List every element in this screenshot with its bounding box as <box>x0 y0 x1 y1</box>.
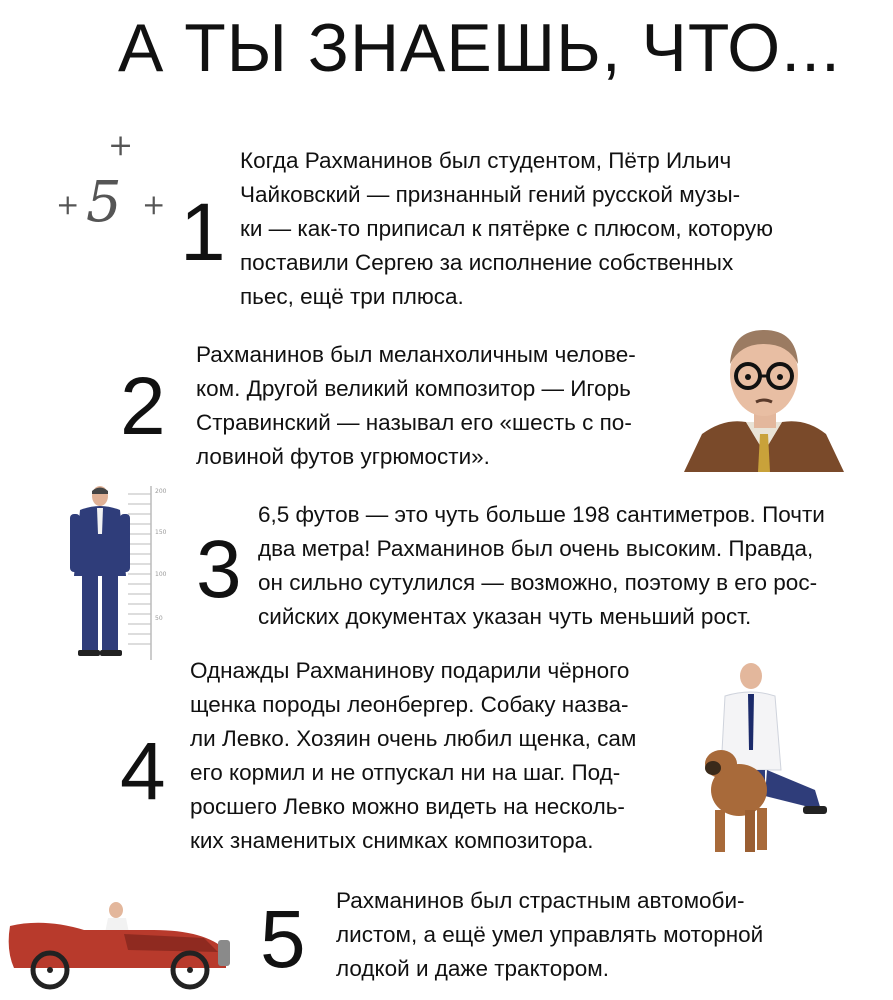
fact-text-5 <box>336 884 763 986</box>
fact-2-line: ловиной футов угрюмости». <box>196 444 490 469</box>
fact-1-line: Когда Рахманинов был студентом, Пётр Ильич <box>240 148 732 173</box>
fact-text-1 <box>240 144 773 314</box>
fact-4-line: его кормил и не отпускал ни на шаг. Под- <box>190 760 621 785</box>
fact-1-line: поставили Сергею за исполнение собственных <box>240 250 734 275</box>
fact-4-line: щенка породы леонбергер. Собаку назва- <box>190 692 629 717</box>
fact-5-line: Рахманинов был страстным автомоби- <box>336 888 745 913</box>
page-title: А ТЫ ЗНАЕШЬ, ЧТО... <box>118 10 841 86</box>
tall-man-height-chart-illustration <box>56 484 186 664</box>
fact-4-line: ких знаменитых снимках композитора. <box>190 828 594 853</box>
height-mark: 200 <box>155 488 167 495</box>
fact-number-4: 4 <box>120 726 166 817</box>
fact-2-line: Рахманинов был меланхоличным челове- <box>196 342 636 367</box>
fact-number-5: 5 <box>260 894 306 985</box>
grade-plus-top: + <box>108 128 134 163</box>
fact-1-line: ки — как-то приписал к пятёрке с плюсом, которую <box>240 216 773 241</box>
fact-3-line: 6,5 футов — это чуть больше 198 сантиметров. Почти <box>258 502 825 527</box>
grade-digit: 5 <box>86 170 122 235</box>
fact-number-1: 1 <box>180 187 226 278</box>
stravinsky-portrait-illustration <box>684 322 844 472</box>
height-mark: 150 <box>155 529 167 536</box>
man-with-dog-illustration <box>695 660 835 860</box>
fact-3-line: два метра! Рахманинов был очень высоким. Правда, <box>258 536 814 561</box>
fact-3-line: он сильно сутулился — возможно, поэтому в его рос- <box>258 570 818 595</box>
vintage-car-illustration <box>4 890 236 990</box>
height-mark: 50 <box>155 615 163 622</box>
fact-5-line: лодкой и даже трактором. <box>336 956 609 981</box>
fact-4-line: Однажды Рахманинову подарили чёрного <box>190 658 630 683</box>
fact-2-line: ком. Другой великий композитор — Игорь <box>196 376 631 401</box>
fact-4-line: росшего Левко можно видеть на несколь- <box>190 794 625 819</box>
height-mark: 100 <box>155 571 167 578</box>
fact-number-2: 2 <box>120 361 166 452</box>
grade-plus-left: + <box>56 188 80 221</box>
fact-4-line: ли Левко. Хозяин очень любил щенка, сам <box>190 726 637 751</box>
fact-text-4 <box>190 654 636 858</box>
fact-1-line: Чайковский — признанный гений русской музы- <box>240 182 741 207</box>
fact-5-line: листом, а ещё умел управлять моторной <box>336 922 764 947</box>
fact-2-line: Стравинский — называл его «шесть с по- <box>196 410 632 435</box>
fact-number-3: 3 <box>196 524 242 615</box>
fact-text-3 <box>258 498 825 634</box>
fact-3-line: сийских документах указан чуть меньший рост. <box>258 604 752 629</box>
fact-1-line: пьес, ещё три плюса. <box>240 284 464 309</box>
fact-text-2 <box>196 338 636 474</box>
grade-plus-right: + <box>142 188 166 221</box>
